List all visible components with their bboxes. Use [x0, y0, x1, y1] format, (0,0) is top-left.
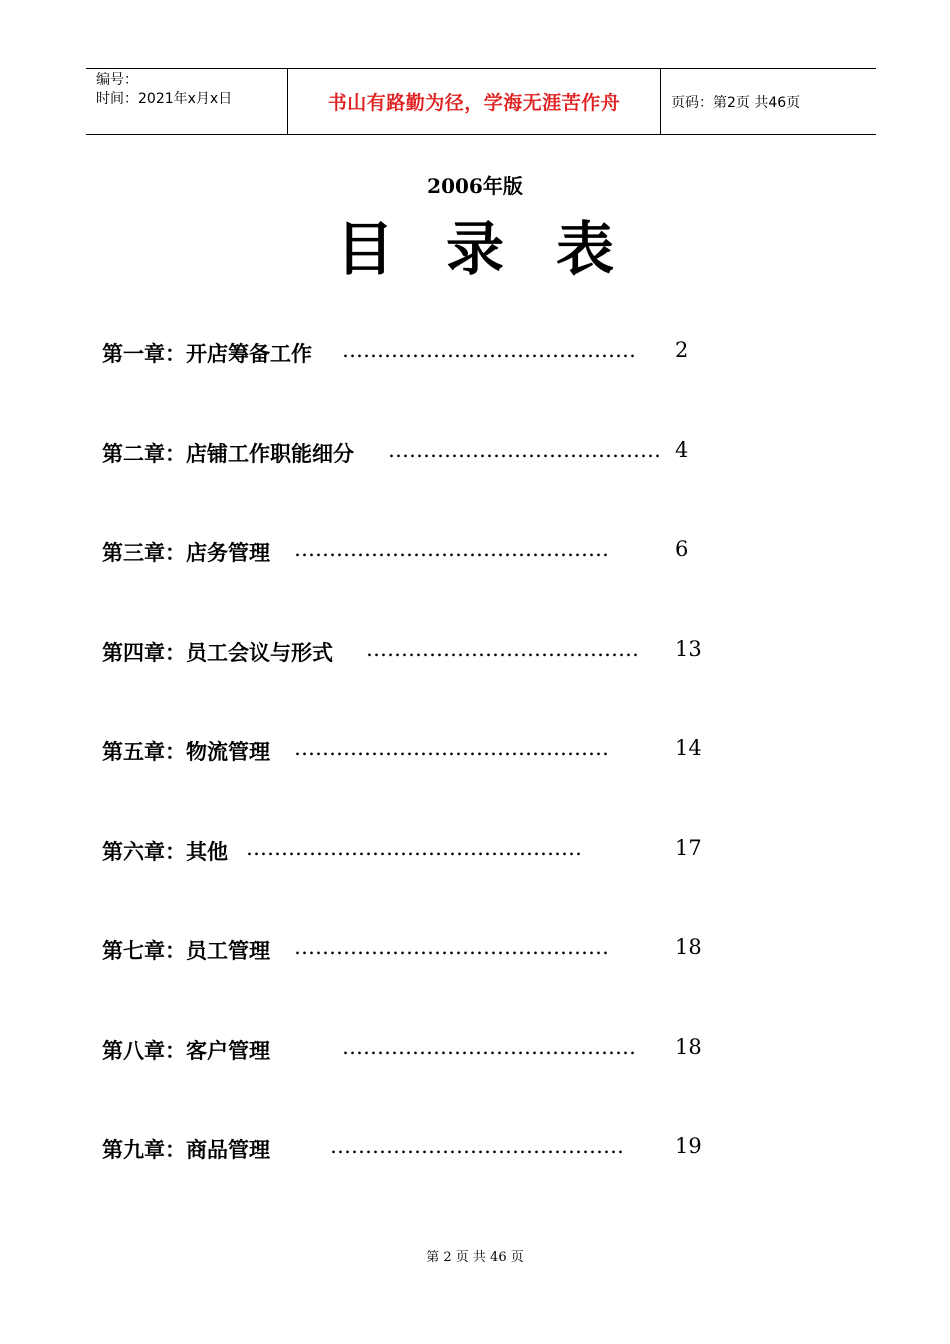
- toc-entry-leader: …………………………………: [366, 637, 639, 661]
- toc-entry-label: 第三章：店务管理: [102, 540, 270, 565]
- toc-entry-leader: ………………………………………: [294, 736, 609, 760]
- toc-entry-leader: …………………………………………: [246, 836, 582, 860]
- page-title: 目录表: [335, 215, 666, 283]
- toc-entry-leader: ……………………………………: [342, 338, 636, 362]
- toc-entry-label: 第四章：员工会议与形式: [102, 640, 333, 665]
- toc-entry-page: 19: [675, 1134, 702, 1158]
- toc-entry-page: 2: [675, 338, 689, 362]
- toc-entry-leader: ………………………………………: [294, 935, 609, 959]
- toc-entry-leader: ……………………………………: [342, 1035, 636, 1059]
- toc-entry-label: 第六章：其他: [102, 839, 228, 864]
- document-time-label: 时间：2021年x月x日: [96, 91, 233, 107]
- document-number-label: 编号：: [96, 72, 138, 88]
- toc-entry-page: 6: [675, 537, 689, 561]
- toc-entry-label: 第二章：店铺工作职能细分: [102, 441, 354, 466]
- toc-entry[interactable]: [102, 1134, 722, 1174]
- edition-label: 2006年版: [427, 174, 523, 198]
- toc-entry-page: 14: [675, 736, 702, 760]
- toc-entry-page: 17: [675, 836, 702, 860]
- toc-entry-label: 第一章：开店筹备工作: [102, 341, 312, 366]
- page-header: [86, 68, 876, 135]
- header-page-info: 页码：第2页 共46页: [671, 94, 801, 111]
- toc-entry-leader: ………………………………………: [294, 537, 609, 561]
- toc-entry[interactable]: [102, 338, 722, 378]
- toc-entry[interactable]: [102, 537, 722, 577]
- header-motto: 书山有路勤为径，学海无涯苦作舟: [288, 69, 661, 134]
- page-footer: 第 2 页 共 46 页: [426, 1250, 524, 1265]
- toc-entry[interactable]: [102, 1035, 722, 1075]
- toc-entry-label: 第五章：物流管理: [102, 739, 270, 764]
- toc-entry-leader: …………………………………: [388, 438, 661, 462]
- toc-entry-label: 第七章：员工管理: [102, 938, 270, 963]
- toc-entry-page: 13: [675, 637, 702, 661]
- toc-entry-label: 第八章：客户管理: [102, 1038, 270, 1063]
- toc-entry-label: 第九章：商品管理: [102, 1137, 270, 1162]
- toc-entry[interactable]: [102, 836, 722, 876]
- toc-entry-page: 4: [675, 438, 689, 462]
- toc-entry[interactable]: [102, 736, 722, 776]
- toc-entry-page: 18: [675, 1035, 702, 1059]
- toc-entry[interactable]: [102, 438, 722, 478]
- toc-entry[interactable]: [102, 935, 722, 975]
- toc-entry-page: 18: [675, 935, 702, 959]
- header-meta-cell: [86, 69, 288, 134]
- toc-entry[interactable]: [102, 637, 722, 677]
- toc-entry-leader: ……………………………………: [330, 1134, 624, 1158]
